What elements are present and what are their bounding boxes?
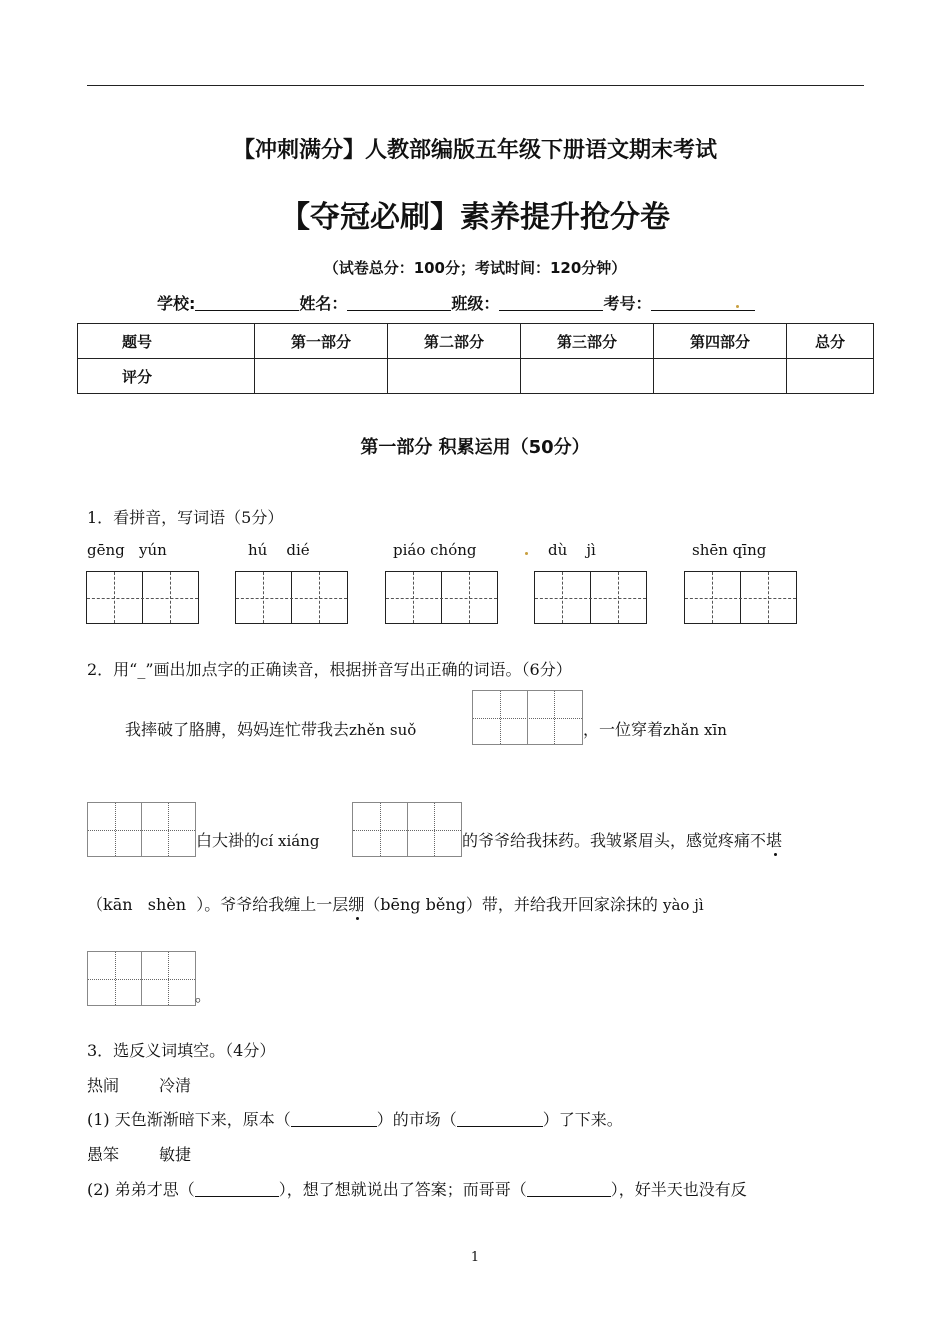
word: 敏捷 — [159, 1145, 192, 1164]
q2-pinyin: zhěn suǒ — [349, 721, 417, 739]
pinyin-1: gēng yún — [87, 541, 167, 559]
writing-grid[interactable] — [684, 571, 797, 624]
q2-line4-end: 。 — [195, 986, 212, 1005]
sentence-text: (1) 天色渐渐暗下来，原本（ — [87, 1110, 291, 1129]
pinyin-2: hú dié — [248, 541, 310, 559]
number-blank[interactable] — [651, 294, 755, 311]
exam-title: 【冲刺满分】人教部编版五年级下册语文期末考试 — [232, 138, 717, 163]
sentence-text: ），好半天也没有反 — [610, 1180, 747, 1199]
emphasized-char: 堪 — [766, 831, 783, 850]
table-header-cell: 第四部分 — [654, 324, 787, 359]
score-cell[interactable] — [388, 359, 521, 394]
score-cell[interactable] — [521, 359, 654, 394]
fill-blank[interactable] — [195, 1180, 279, 1197]
question-2: 2．用“_”画出加点字的正确读音，根据拼音写出正确的词语。（6分） — [87, 660, 572, 679]
sentence-text: ）了下来。 — [542, 1110, 623, 1129]
class-label: 班级： — [451, 294, 500, 313]
pinyin-3: piáo chóng — [393, 541, 477, 559]
table-row — [78, 324, 874, 359]
page-number: 1 — [470, 1250, 480, 1265]
sentence-1 — [87, 1107, 623, 1130]
q2-text: ，一位穿着 — [583, 720, 664, 739]
q2-pinyin: cí xiáng — [260, 832, 320, 850]
writing-grid[interactable] — [87, 802, 196, 857]
writing-grid[interactable] — [235, 571, 348, 624]
sentence-2 — [87, 1177, 747, 1200]
fill-blank[interactable] — [527, 1180, 611, 1197]
table-row — [78, 359, 874, 394]
q2-pinyin: zhǎn xīn — [663, 721, 727, 739]
sentence-text: ）的市场（ — [376, 1110, 457, 1129]
q2-text: 我摔破了胳膊，妈妈连忙带我去 — [125, 720, 350, 739]
class-blank[interactable] — [499, 294, 603, 311]
name-label: 姓名： — [299, 294, 348, 313]
table-header-cell: 题号 — [78, 324, 255, 359]
word-pair-2 — [87, 1142, 191, 1165]
school-label: 学校: — [157, 294, 196, 313]
number-label: 考号： — [603, 294, 652, 313]
q2-text: （bēng běng）带，并给我开回家涂抹的 — [364, 895, 658, 914]
word: 冷清 — [159, 1076, 192, 1095]
table-header-cell: 第一部分 — [255, 324, 388, 359]
emphasized-char: 绷 — [348, 895, 365, 914]
school-blank[interactable] — [195, 294, 299, 311]
table-header-cell: 第二部分 — [388, 324, 521, 359]
table-header-cell: 第三部分 — [521, 324, 654, 359]
table-row-label: 评分 — [78, 359, 255, 394]
fill-blank[interactable] — [457, 1110, 543, 1127]
writing-grid[interactable] — [87, 951, 196, 1006]
writing-grid[interactable] — [385, 571, 498, 624]
score-cell[interactable] — [654, 359, 787, 394]
fill-blank[interactable] — [291, 1110, 377, 1127]
student-info-line — [157, 291, 755, 314]
name-blank[interactable] — [347, 294, 451, 311]
stray-dot — [525, 552, 528, 555]
writing-grid[interactable] — [86, 571, 199, 624]
word: 热闹 — [87, 1076, 120, 1095]
exam-info: （试卷总分：100分；考试时间：120分钟） — [323, 259, 627, 277]
word: 愚笨 — [87, 1145, 120, 1164]
pinyin-4: dù jì — [548, 541, 596, 559]
q2-line1-tail — [583, 717, 727, 740]
writing-grid[interactable] — [534, 571, 647, 624]
word-pair-1 — [87, 1073, 191, 1096]
header-rule — [87, 85, 864, 86]
sentence-text: (2) 弟弟才思（ — [87, 1180, 195, 1199]
writing-grid[interactable] — [352, 802, 462, 857]
stray-dot — [736, 305, 739, 308]
score-table — [77, 323, 874, 394]
writing-grid[interactable] — [472, 690, 583, 745]
pinyin-5: shēn qīng — [692, 541, 767, 559]
section-title: 第一部分 积累运用（50分） — [360, 437, 590, 458]
q2-line3-text — [87, 892, 704, 915]
q2-text: 白大褂的 — [196, 831, 261, 850]
question-3: 3．选反义词填空。（4分） — [87, 1041, 276, 1060]
score-cell[interactable] — [787, 359, 874, 394]
score-cell[interactable] — [255, 359, 388, 394]
q2-line2-tail — [462, 828, 782, 851]
q2-line2-text — [196, 828, 319, 851]
exam-subtitle: 【夺冠必刷】素养提升抢分卷 — [280, 200, 670, 235]
q2-line1-text — [125, 717, 416, 740]
question-1: 1．看拼音，写词语（5分） — [87, 508, 284, 527]
q2-text: 的爷爷给我抹药。我皱紧眉头，感觉疼痛不 — [462, 831, 767, 850]
q2-pinyin: yào jì — [662, 896, 704, 914]
table-header-cell: 总分 — [787, 324, 874, 359]
q2-text: （kān shèn ）。爷爷给我缠上一层 — [87, 895, 349, 914]
sentence-text: ），想了想就说出了答案；而哥哥（ — [278, 1180, 527, 1199]
